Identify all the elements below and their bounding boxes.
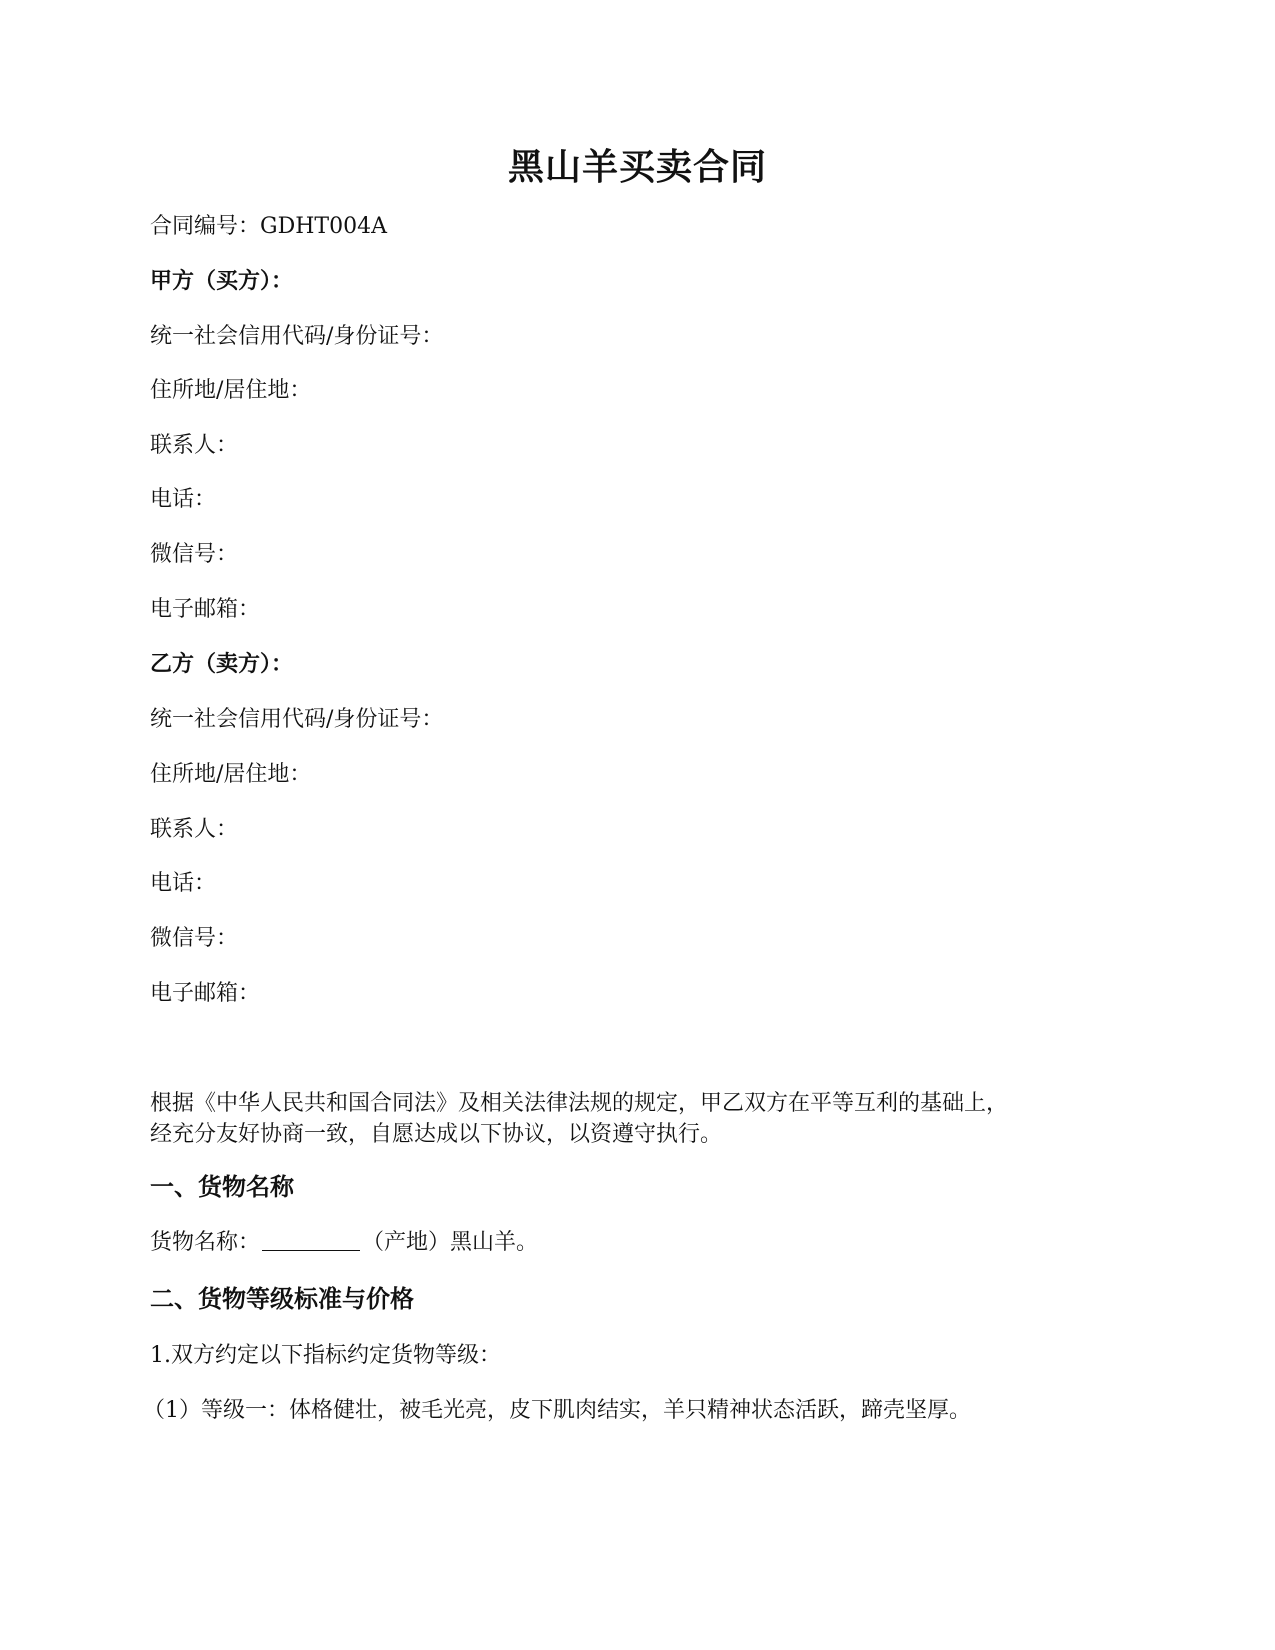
party-b-credit-code: 统一社会信用代码/身份证号：	[150, 707, 444, 732]
section-2-heading: 二、货物等级标准与价格	[150, 1285, 414, 1313]
party-a-credit-code: 统一社会信用代码/身份证号：	[150, 324, 444, 349]
goods-name-blank[interactable]	[262, 1228, 360, 1251]
preamble-paragraph	[150, 1088, 1110, 1150]
party-b-phone: 电话：	[150, 871, 217, 896]
section-1-heading: 一、货物名称	[150, 1173, 294, 1201]
party-b-address: 住所地/居住地：	[150, 762, 312, 787]
contract-number: 合同编号：GDHT004A	[150, 214, 387, 239]
party-a-wechat: 微信号：	[150, 542, 239, 567]
party-a-heading: 甲方（买方）：	[150, 269, 294, 294]
goods-name-label: 货物名称：	[150, 1230, 261, 1255]
preamble-line-1: 根据《中华人民共和国合同法》及相关法律法规的规定，甲乙双方在平等互利的基础上，	[150, 1091, 1009, 1116]
goods-name-suffix: （产地）黑山羊。	[362, 1230, 539, 1255]
party-b-heading: 乙方（卖方）：	[150, 652, 294, 677]
party-b-wechat: 微信号：	[150, 926, 239, 951]
party-b-email: 电子邮箱：	[150, 981, 261, 1006]
section-2-item-1-1: （1）等级一：体格健壮，被毛光亮，皮下肌肉结实，羊只精神状态活跃，蹄壳坚厚。	[143, 1398, 971, 1423]
party-a-email: 电子邮箱：	[150, 597, 261, 622]
document-title: 黑山羊买卖合同	[507, 147, 767, 188]
party-b-contact: 联系人：	[150, 817, 239, 842]
section-2-item-1: 1.双方约定以下指标约定货物等级：	[150, 1343, 501, 1368]
goods-name-line	[150, 1228, 538, 1258]
preamble-line-2: 经充分友好协商一致，自愿达成以下协议，以资遵守执行。	[150, 1122, 723, 1147]
party-a-phone: 电话：	[150, 487, 217, 512]
party-a-address: 住所地/居住地：	[150, 378, 312, 403]
party-a-contact: 联系人：	[150, 433, 239, 458]
